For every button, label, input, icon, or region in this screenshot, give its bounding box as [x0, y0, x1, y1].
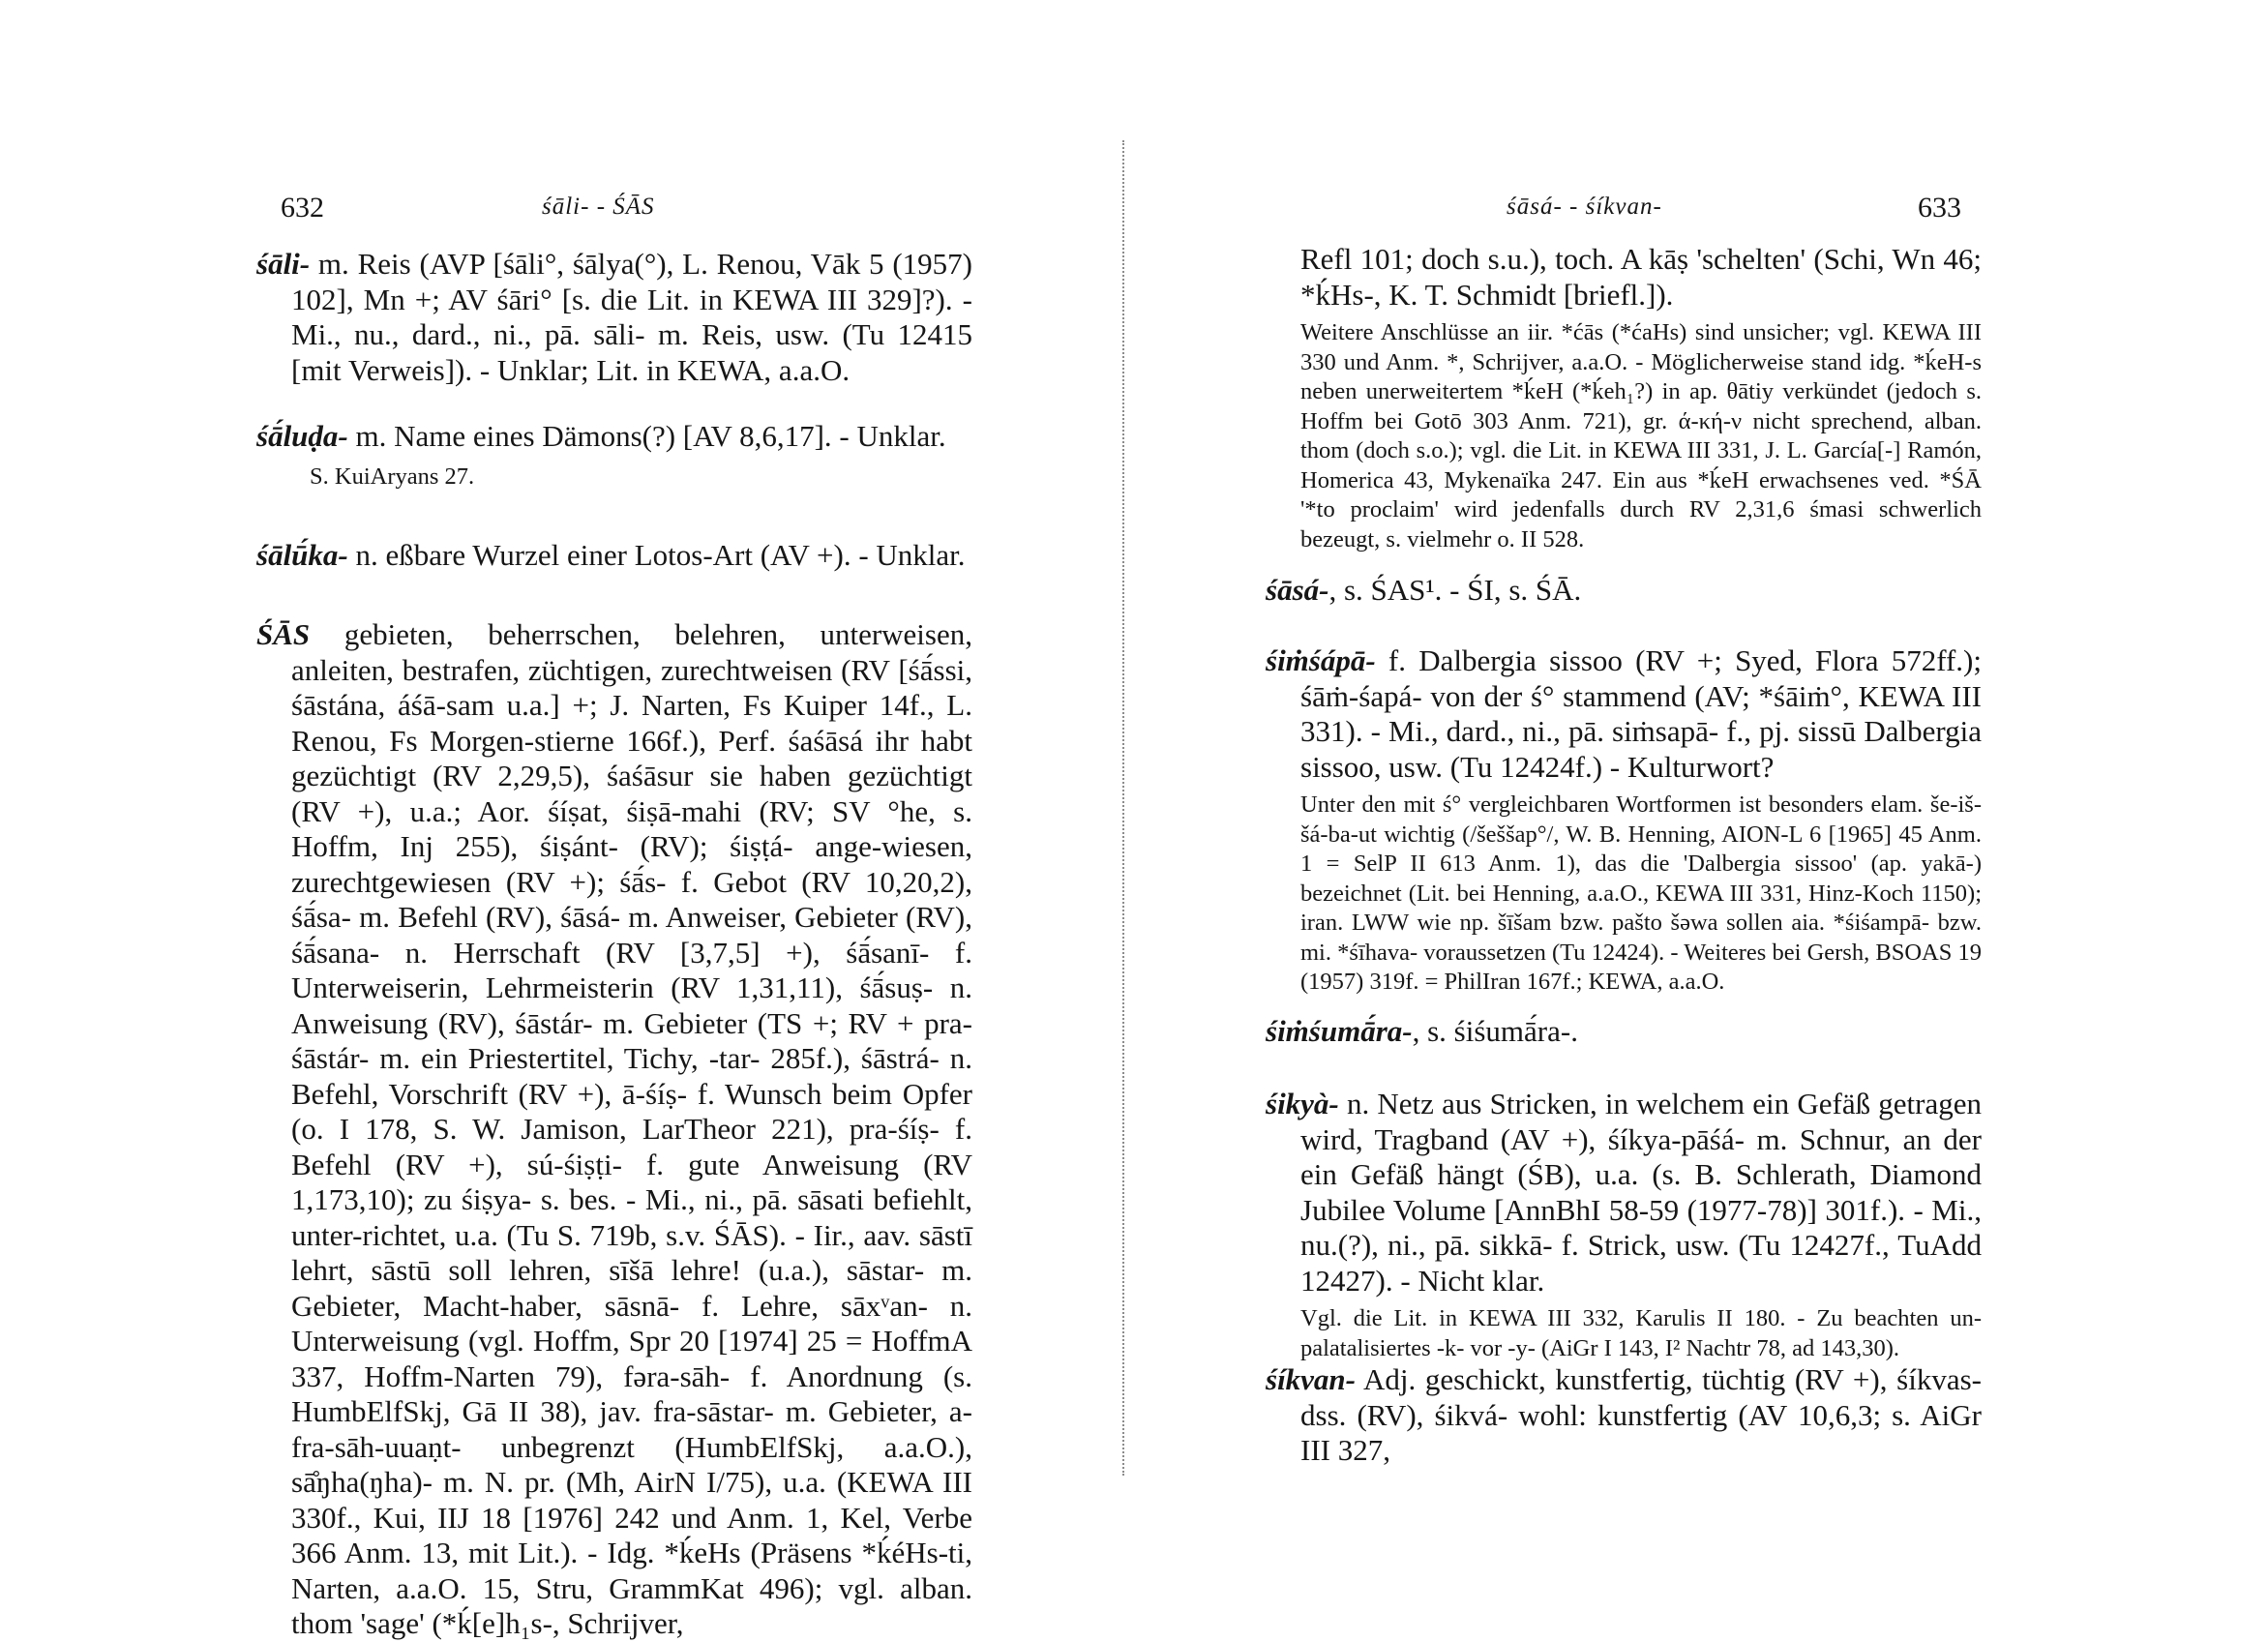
entry-note: S. KuiAryans 27.: [310, 463, 475, 490]
entry-body: f. Dalbergia sissoo (RV +; Syed, Flora 572ff.); śāṁ-śapá- von der ś° stammend (AV; *śāiṁ°, KEWA III 331). - Mi., dard., ni., pā. siṁsapā- f., pj. sissū Dalbergia sissoo, usw. (Tu 12424f.) - Kulturwort?: [1300, 643, 1982, 784]
entry-sali: [256, 247, 972, 388]
entry-body: , s. śiśumā́ra-.: [1412, 1014, 1578, 1048]
entry-sasa: [1266, 573, 1982, 609]
entry-sikvan: [1266, 1362, 1982, 1469]
lemma: śiṁśápā-: [1266, 643, 1376, 677]
lemma: śāli-: [256, 247, 311, 281]
entry-body: m. Name eines Dämons(?) [AV 8,6,17]. - Unklar.: [347, 419, 946, 453]
entry-saluka: [256, 538, 972, 574]
running-head: śāli- - ŚĀS: [542, 194, 655, 220]
lemma: śikyà-: [1266, 1087, 1339, 1120]
lemma: ŚĀS: [256, 617, 311, 651]
entry-body: n. Netz aus Stricken, in welchem ein Gefäß getragen wird, Tragband (AV +), śíkya-pāśá- m. Schnur, an der ein Gefäß hängt (ŚB), u.a. (s. B. Schlerath, Diamond Jubilee Volume [AnnBhI 58-59 (1977-78)] 301f.). - Mi., nu.(?), ni., pā. sikkā- f. Strick, usw. (Tu 12427f., TuAdd 12427). - Nicht klar.: [1300, 1087, 1982, 1298]
entry-saluda: [256, 419, 972, 492]
entry-body: m. Reis (AVP [śāli°, śālya(°), L. Renou, Vāk 5 (1957) 102], Mn +; AV śāri° [s. die Lit. in KEWA III 329]?). - Mi., nu., dard., ni., pā. sāli- m. Reis, usw. (Tu 12415 [mit Verweis]). - Unklar; Lit. in KEWA, a.a.O.: [291, 247, 972, 387]
entry-body: gebieten, beherrschen, belehren, unterweisen, anleiten, bestrafen, züchtigen, zurechtweisen (RV [śā́ssi, śāstána, áśā-sam u.a.] +; J. Narten, Fs Kuiper 14f., L. Renou, Fs Morgen-stierne 166f.), Perf. śaśāsá ihr habt gezüchtigt (RV 2,29,5), śaśāsur sie haben gezüchtigt (RV +), u.a.; Aor. śíṣat, śiṣā-mahi (RV; SV °he, s. Hoffm, Inj 255), śiṣánt- (RV); śiṣṭá- ange-wiesen, zurechtgewiesen (RV +); śā́s- f. Gebot (RV 10,20,2), śā́sa- m. Befehl (RV), śāsá- m. Anweiser, Gebieter (RV), śā́sana- n. Herrschaft (RV [3,7,5] +), śā́sanī- f. Unterweiserin, Lehrmeisterin (RV 1,31,11), śā́suṣ- n. Anweisung (RV), śāstár- m. Gebieter (TS +; RV + pra-śāstár- m. ein Priestertitel, Tichy, -tar- 285f.), śāstrá- n. Befehl, Vorschrift (RV +), ā-śíṣ- f. Wunsch beim Opfer (o. I 178, S. W. Jamison, LarTheor 221), pra-śíṣ- f. Befehl (RV +), sú-śiṣṭi- f. gute Anweisung (RV 1,173,10); zu śiṣya- s. bes. - Mi., ni., pā. sāsati befiehlt, unter-richtet, u.a. (Tu S. 719b, s.v. ŚĀS). - Iir., aav. sāstī lehrt, sāstū soll lehren, sīšā lehre! (u.a.), sāstar- m. Gebieter, Macht-haber, sāsnā- f. Lehre, sāxᵛan- n. Unterweisung (vgl. Hoffm, Spr 20 [1974] 25 = HoffmA 337, Hoffm-Narten 79), fəra-sāh- f. Anordnung (s. HumbElfSkj, Gā II 38), jav. fra-sāstar- m. Gebieter, a-fra-sāh-uuaṇt- unbegrenzt (HumbElfSkj, a.a.O.), sā̊ŋha(ŋha)- m. N. pr. (Mh, AirN I/75), u.a. (KEWA III 330f., Kui, IIJ 18 [1976] 242 und Anm. 1, Kel, Verbe 366 Anm. 13, mit Lit.). - Idg. *ḱeHs (Präsens *ḱéHs-ti, Narten, a.a.O. 15, Stru, GrammKat 496); vgl. alban. thom 'sage' (*ḱ[e]h₁s-, Schrijver,: [291, 617, 972, 1640]
lemma: śíkvan-: [1266, 1362, 1356, 1396]
entry-body: Adj. geschickt, kunstfertig, tüchtig (RV +), śíkvas- dss. (RV), śikvá- wohl: kunstfertig (AV 10,6,3; s. AiGr III 327,: [1300, 1362, 1982, 1467]
entry-body: , s. ŚAS¹. - ŚI, s. ŚĀ.: [1328, 573, 1582, 607]
entry-note: Unter den mit ś° vergleichbaren Wortformen ist besonders elam. še-iš-šá-ba-ut wichtig (/šeššap°/, W. B. Henning, AION-L 6 [1965] 45 Anm. 1 = SelP II 613 Anm. 1), das die 'Dalbergia sissoo' (ap. yakā-) bezeichnet (Lit. bei Henning, a.a.O., KEWA III 331, Hinz-Koch 1150); iran. LWW wie np. šīšam bzw. pašto šəwa sollen aia. *śiśampā- bzw. mi. *śīhava- voraussetzen (Tu 12424). - Weiteres bei Gersh, BSOAS 19 (1957) 319f. = PhilIran 167f.; KEWA, a.a.O.: [1300, 791, 1982, 995]
entry-sikya: [1266, 1087, 1982, 1363]
continuation-note: Weitere Anschlüsse an iir. *ćās (*ćaHs) sind unsicher; vgl. KEWA III 330 und Anm. *, Schrijver, a.a.O. - Möglicherweise stand idg. *ḱeH-s neben unerweitertem *ḱeH (*ḱeh₁?) in ap. θātiy verkündet (jedoch s. Hoffm bei Gotō 303 Anm. 721), gr. ά-κή-ν nicht sprechend, alban. thom (doch s.o.); vgl. die Lit. in KEWA III 331, J. L. García[-] Ramón, Homerica 43, Mykenaïka 247. Ein aus *ḱeH erwachsenes ved. *ŚĀ '*to proclaim' wird jedenfalls durch RV 2,31,6 śmasi schwerlich bezeugt, s. vielmehr o. II 528.: [1300, 319, 1982, 552]
lemma: śāsá-: [1266, 573, 1329, 607]
left-page: [0, 0, 1124, 1640]
lemma: śā́luḍa-: [256, 419, 348, 453]
continuation: [1266, 242, 1982, 554]
lemma: śālū́ka-: [256, 538, 348, 572]
page-number: 633: [1918, 192, 1961, 224]
lemma: śiṁśumā́ra-: [1266, 1014, 1413, 1048]
entry-simsapa: [1266, 643, 1982, 998]
right-page: [1124, 0, 2268, 1602]
continuation-text: Refl 101; doch s.u.), toch. A kāṣ 'schelten' (Schi, Wn 46; *ḱHs-, K. T. Schmidt [briefl.]).: [1300, 242, 1982, 312]
entry-note: Vgl. die Lit. in KEWA III 332, Karulis II 180. - Zu beachten un-palatalisiertes -k- vor -y- (AiGr I 143, I² Nachtr 78, ad 143,30).: [1300, 1305, 1982, 1361]
entry-simsumara: [1266, 1014, 1982, 1050]
entry-body: n. eßbare Wurzel einer Lotos-Art (AV +). - Unklar.: [347, 538, 966, 572]
page-number: 632: [281, 192, 324, 224]
entry-sas: [256, 617, 972, 1642]
running-head: śāsá- - śíkvan-: [1507, 194, 1662, 220]
